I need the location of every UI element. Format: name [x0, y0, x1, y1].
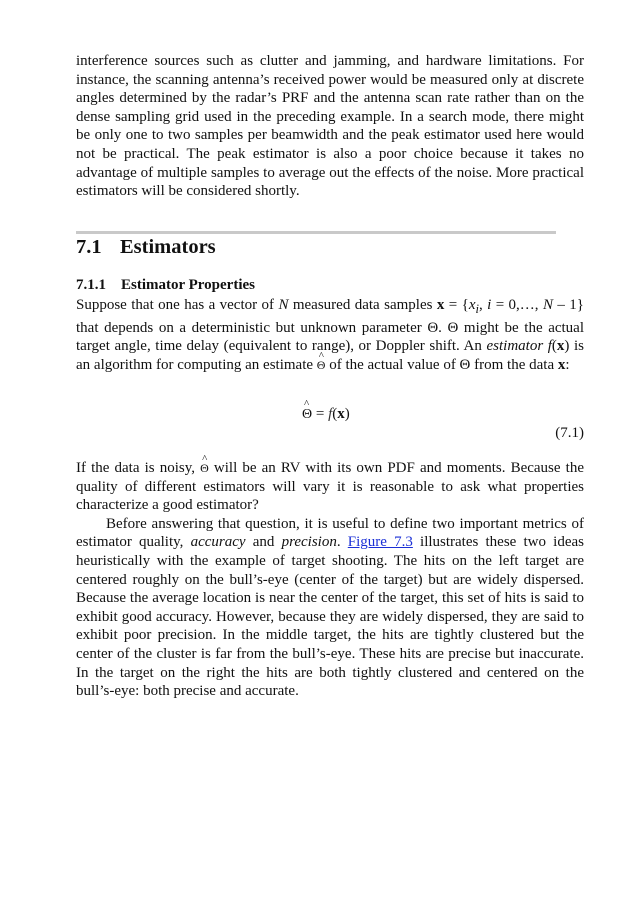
text-run: – 1} that depends on a deterministic but unknown parameter Θ. Θ might be the actual target angle, time delay (equivalent to range), or Doppler shift. An	[76, 297, 584, 355]
text-run: illustrates these two ideas heuristically with the example of target shooting. The hits on the left target are centered roughly on the bull’s-eye (center of the target) but are widely dispersed. Because the average location is near the center of the target, this set of hits is said to exhibit good accuracy. However, because they are widely dispersed, they are said to exhibit poor precision. In the middle target, the hits are tightly clustered but the center of the cluster is far from the bull’s-eye. These hits are precise but inaccurate. In the target on the right the hits are both tightly clustered and centered on the bull’s-eye: both precise and accurate.	[76, 534, 584, 700]
var-x-i: x	[468, 297, 476, 313]
theta-hat-symbol: ^ Θ	[302, 407, 312, 423]
var-x-bold: x	[436, 297, 445, 313]
subsection-number: 7.1.1	[76, 277, 106, 293]
equation-body	[302, 406, 350, 423]
theta-hat-symbol: ^ Θ	[317, 356, 326, 375]
accuracy-precision-paragraph	[76, 515, 584, 701]
text-run: = 0,…,	[491, 297, 543, 313]
equation-7-1	[76, 404, 584, 448]
var-N: N	[542, 297, 553, 313]
text-run: If the data is noisy,	[76, 460, 201, 476]
text-run: (	[551, 338, 557, 355]
var-x-bold: x	[556, 338, 565, 355]
var-x-bold: x	[337, 406, 345, 422]
term-accuracy: accuracy	[190, 534, 246, 551]
text-run: of the actual value of Θ from the data	[325, 356, 558, 373]
term-precision: precision	[281, 534, 337, 551]
section-number: 7.1	[76, 236, 102, 258]
text-run: Suppose that one has a vector of	[76, 297, 279, 313]
text-run: ,	[478, 297, 488, 313]
para2-block	[76, 459, 584, 701]
text-run: and	[245, 534, 282, 551]
estimator-term: estimator f	[486, 338, 552, 355]
theta-hat-symbol: ^ Θ	[200, 459, 209, 478]
function-f: f	[328, 406, 333, 422]
estimator-definition-paragraph	[76, 296, 584, 374]
intro-block	[76, 52, 584, 201]
section-title: Estimators	[120, 236, 216, 258]
text-run: .	[336, 534, 348, 551]
text-run: = {	[444, 297, 469, 313]
var-N: N	[278, 297, 289, 313]
equation-number: (7.1)	[555, 425, 584, 441]
text-run: measured data samples	[288, 297, 437, 313]
noisy-data-paragraph	[76, 459, 584, 515]
para1-block	[76, 296, 584, 374]
paren: (	[332, 406, 338, 422]
equals-sign: =	[312, 406, 329, 422]
section-divider	[76, 231, 556, 234]
section-heading	[76, 236, 216, 259]
text-run: :	[565, 356, 570, 373]
var-i: i	[487, 297, 492, 313]
subsection-title: Estimator Properties	[121, 277, 255, 293]
text-run: ) is an algorithm for computing an estimate	[76, 338, 585, 373]
var-x-bold: x	[557, 356, 566, 373]
subscript-i: i	[475, 302, 479, 316]
text-run: will be an RV with its own PDF and moments. Because the quality of different estimators will vary it is reasonable to ask what properties characterize a good estimator?	[76, 460, 584, 514]
intro-paragraph: interference sources such as clutter and jamming, and hardware limitations. For instance, the scanning antenna’s received power would be measured only at discrete angles determined by the radar’s PRF and the antenna scan rate rather than on the dense sampling grid used in the preceding example. In a search mode, there might be only one to two samples per beamwidth and the peak estimator used here would not be practical. The peak estimator is also a poor choice because it takes no advantage of multiple samples to average out the effects of the noise. More practical estimators will be considered shortly.	[76, 53, 584, 200]
subsection-heading	[76, 277, 255, 294]
figure-7-3-link[interactable]: Figure 7.3	[347, 534, 413, 551]
text-run: Before answering that question, it is useful to define two important metrics of estimator quality,	[76, 515, 584, 551]
paren: )	[344, 406, 350, 422]
